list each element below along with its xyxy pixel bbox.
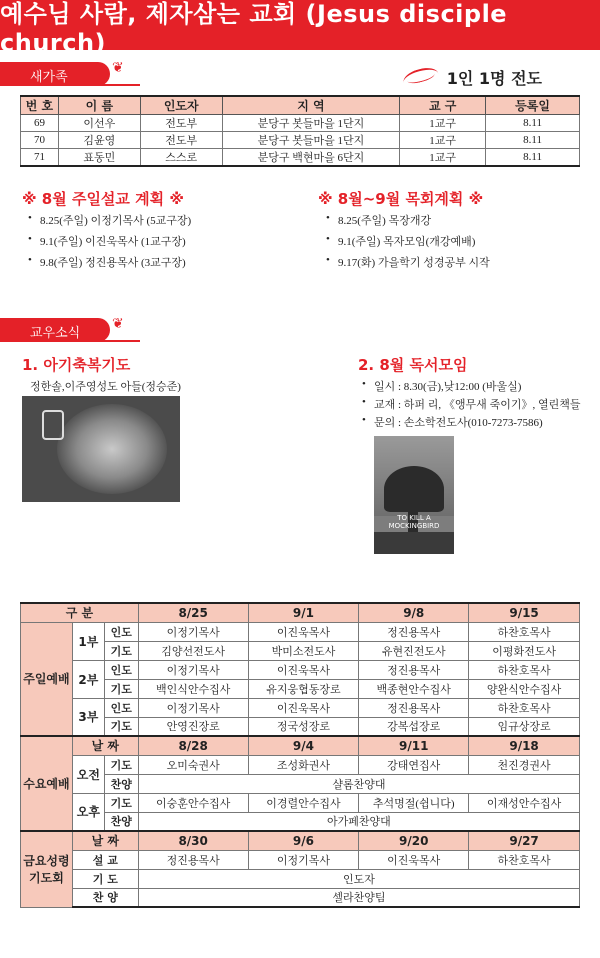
col-header: 번 호 [21, 96, 59, 115]
service-part: 1부 [72, 622, 104, 660]
role-label: 찬양 [104, 812, 138, 831]
table-cell: 안영진장로 [138, 717, 248, 736]
ministry-plan-title: ※ 8월~9월 목회계획 ※ [318, 190, 484, 208]
table-row [21, 793, 580, 812]
leaf-icon: ❦ [112, 316, 124, 332]
table-row [21, 698, 580, 717]
reading-group-title: 2. 8월 독서모임 [358, 356, 468, 374]
sermon-plan-list [28, 212, 191, 275]
table-cell: 유현진전도사 [359, 641, 469, 660]
table-cell: 정진용목사 [359, 622, 469, 641]
role-label: 인도 [104, 622, 138, 641]
service-part: 오후 [72, 793, 104, 831]
role-label: 설 교 [72, 850, 138, 869]
role-label: 기도 [104, 793, 138, 812]
col-header: 9/1 [248, 603, 359, 622]
col-header: 9/15 [469, 603, 580, 622]
table-cell: 하찬호목사 [469, 660, 580, 679]
baby-photo [22, 396, 180, 502]
list-item: • 일시 : 8.30(금),낮12:00 (바울실) [362, 378, 580, 396]
role-label: 인도 [104, 698, 138, 717]
role-label: 찬양 [104, 774, 138, 793]
table-cell: 이재성안수집사 [469, 793, 580, 812]
date-cell: 9/4 [248, 736, 359, 755]
col-header: 구 분 [21, 603, 139, 622]
baby-caption: 정한솔,이주영성도 아들(정승준) [30, 381, 181, 393]
date-cell: 9/18 [469, 736, 580, 755]
leaf-icon: ❦ [112, 60, 124, 76]
table-row [21, 679, 580, 698]
table-cell: 정진용목사 [359, 660, 469, 679]
table-cell: 69 [21, 115, 59, 132]
date-cell: 9/11 [359, 736, 469, 755]
table-cell: 오미숙권사 [138, 755, 248, 774]
table-cell: 1교구 [400, 132, 486, 149]
role-label: 기도 [104, 755, 138, 774]
table-cell: 인도자 [138, 869, 579, 888]
book-cover-image [374, 436, 454, 554]
section-label-text: 교우소식 [30, 326, 81, 341]
list-item: • 9.1(주일) 목자모임(개강예배) [326, 233, 490, 254]
role-label: 인도 [104, 660, 138, 679]
table-row [21, 641, 580, 660]
table-cell: 셀라찬양팀 [138, 888, 579, 907]
col-header: 이 름 [58, 96, 140, 115]
ministry-plan-list [326, 212, 490, 275]
table-cell: 전도부 [140, 132, 222, 149]
table-cell: 분당구 봇들마을 1단지 [222, 132, 400, 149]
list-item: • 교재 : 하퍼 리, 《앵무새 죽이기》, 열린책들 [362, 396, 580, 414]
table-cell: 이선우 [58, 115, 140, 132]
wednesday-service-label: 수요예배 [21, 736, 73, 831]
table-cell: 정국성장로 [248, 717, 359, 736]
schedule-header-row [21, 603, 580, 622]
table-cell: 8.11 [486, 149, 580, 167]
table-row [21, 132, 580, 149]
role-label: 기도 [104, 717, 138, 736]
table-cell: 이평화전도사 [469, 641, 580, 660]
book-cover-ground [374, 532, 454, 554]
list-item: • 9.8(주일) 정진용목사 (3교구장) [28, 254, 191, 275]
section-label-new-family [0, 60, 124, 86]
table-cell: 71 [21, 149, 59, 167]
table-cell: 임규상장로 [469, 717, 580, 736]
photo-object [42, 410, 64, 440]
photo-highlight [57, 404, 167, 494]
table-cell: 정진용목사 [359, 698, 469, 717]
table-cell: 이정기목사 [138, 660, 248, 679]
table-cell: 분당구 봇들마을 1단지 [222, 115, 400, 132]
table-row [21, 149, 580, 167]
reading-group-list [362, 378, 580, 432]
table-cell: 박미소전도사 [248, 641, 359, 660]
table-cell: 전도부 [140, 115, 222, 132]
list-item: • 문의 : 손소학전도사(010-7273-7586) [362, 414, 580, 432]
table-cell: 양완식안수집사 [469, 679, 580, 698]
evangelism-text: 1인 1명 전도 [446, 69, 542, 88]
table-cell: 김양선전도사 [138, 641, 248, 660]
table-row [21, 736, 580, 755]
table-cell: 이정기목사 [138, 622, 248, 641]
friday-service-label: 금요성령기도회 [21, 831, 73, 907]
table-cell: 8.11 [486, 132, 580, 149]
table-cell: 하찬호목사 [469, 622, 580, 641]
table-row [21, 717, 580, 736]
new-family-table [20, 95, 580, 167]
table-cell: 아가페찬양대 [138, 812, 579, 831]
banner-title: 예수님 사람, 제자삼는 교회 (Jesus disciple church) [0, 0, 508, 57]
table-cell: 백종현안수집사 [359, 679, 469, 698]
feather-icon [401, 64, 440, 91]
table-cell: 이정기목사 [248, 850, 359, 869]
table-cell: 1교구 [400, 115, 486, 132]
date-cell: 9/27 [469, 831, 580, 850]
table-cell: 1교구 [400, 149, 486, 167]
table-row [21, 850, 580, 869]
baby-blessing-title: 1. 아기축복기도 [22, 356, 131, 374]
table-row [21, 622, 580, 641]
table-cell: 스스로 [140, 149, 222, 167]
book-cover-title: TO KILL A MOCKINGBIRD [388, 514, 440, 530]
table-cell: 이숭훈안수집사 [138, 793, 248, 812]
role-label: 기 도 [72, 869, 138, 888]
table-cell: 이진욱목사 [248, 698, 359, 717]
table-row [21, 812, 580, 831]
table-row [21, 888, 580, 907]
role-label: 기도 [104, 641, 138, 660]
table-row [21, 774, 580, 793]
section-label-news [0, 316, 124, 342]
table-row [21, 869, 580, 888]
list-item: • 9.1(주일) 이진욱목사 (1교구장) [28, 233, 191, 254]
table-cell: 강태연집사 [359, 755, 469, 774]
role-label: 찬 양 [72, 888, 138, 907]
service-part: 2부 [72, 660, 104, 698]
table-cell: 김윤영 [58, 132, 140, 149]
table-cell: 하찬호목사 [469, 698, 580, 717]
date-cell: 9/6 [248, 831, 359, 850]
date-label: 날 짜 [72, 831, 138, 850]
col-header: 지 역 [222, 96, 400, 115]
table-cell: 표동민 [58, 149, 140, 167]
table-header-row [21, 96, 580, 115]
table-cell: 이진욱목사 [248, 622, 359, 641]
col-header: 8/25 [138, 603, 248, 622]
table-cell: 백인식안수집사 [138, 679, 248, 698]
table-row [21, 660, 580, 679]
table-cell: 유지웅협동장로 [248, 679, 359, 698]
worship-schedule-table [20, 602, 580, 908]
evangelism-slogan [403, 66, 542, 89]
role-label: 기도 [104, 679, 138, 698]
service-part: 오전 [72, 755, 104, 793]
service-part: 3부 [72, 698, 104, 736]
page-banner [0, 0, 600, 57]
table-cell: 이정기목사 [138, 698, 248, 717]
col-header: 인도자 [140, 96, 222, 115]
table-row [21, 831, 580, 850]
table-cell: 조성화권사 [248, 755, 359, 774]
table-cell: 하찬호목사 [469, 850, 580, 869]
date-cell: 8/28 [138, 736, 248, 755]
col-header: 9/8 [359, 603, 469, 622]
date-cell: 8/30 [138, 831, 248, 850]
table-cell: 강복섭장로 [359, 717, 469, 736]
col-header: 등록일 [486, 96, 580, 115]
table-cell: 이경렬안수집사 [248, 793, 359, 812]
table-cell: 70 [21, 132, 59, 149]
date-label: 날 짜 [72, 736, 138, 755]
table-cell: 추석명절(쉽니다) [359, 793, 469, 812]
table-cell: 8.11 [486, 115, 580, 132]
table-row [21, 115, 580, 132]
list-item: • 8.25(주일) 이정기목사 (5교구장) [28, 212, 191, 233]
list-item: • 8.25(주일) 목장개강 [326, 212, 490, 233]
table-cell: 샬롬찬양대 [138, 774, 579, 793]
sermon-plan-title: ※ 8월 주일설교 계획 ※ [22, 190, 184, 208]
section-label-text: 새가족 [30, 70, 68, 85]
table-row [21, 755, 580, 774]
sunday-service-label: 주일예배 [21, 622, 73, 736]
table-cell: 천진경권사 [469, 755, 580, 774]
table-cell: 정진용목사 [138, 850, 248, 869]
date-cell: 9/20 [359, 831, 469, 850]
table-cell: 분당구 백현마을 6단지 [222, 149, 400, 167]
list-item: • 9.17(화) 가을학기 성경공부 시작 [326, 254, 490, 275]
col-header: 교 구 [400, 96, 486, 115]
table-cell: 이진욱목사 [248, 660, 359, 679]
table-cell: 이진욱목사 [359, 850, 469, 869]
